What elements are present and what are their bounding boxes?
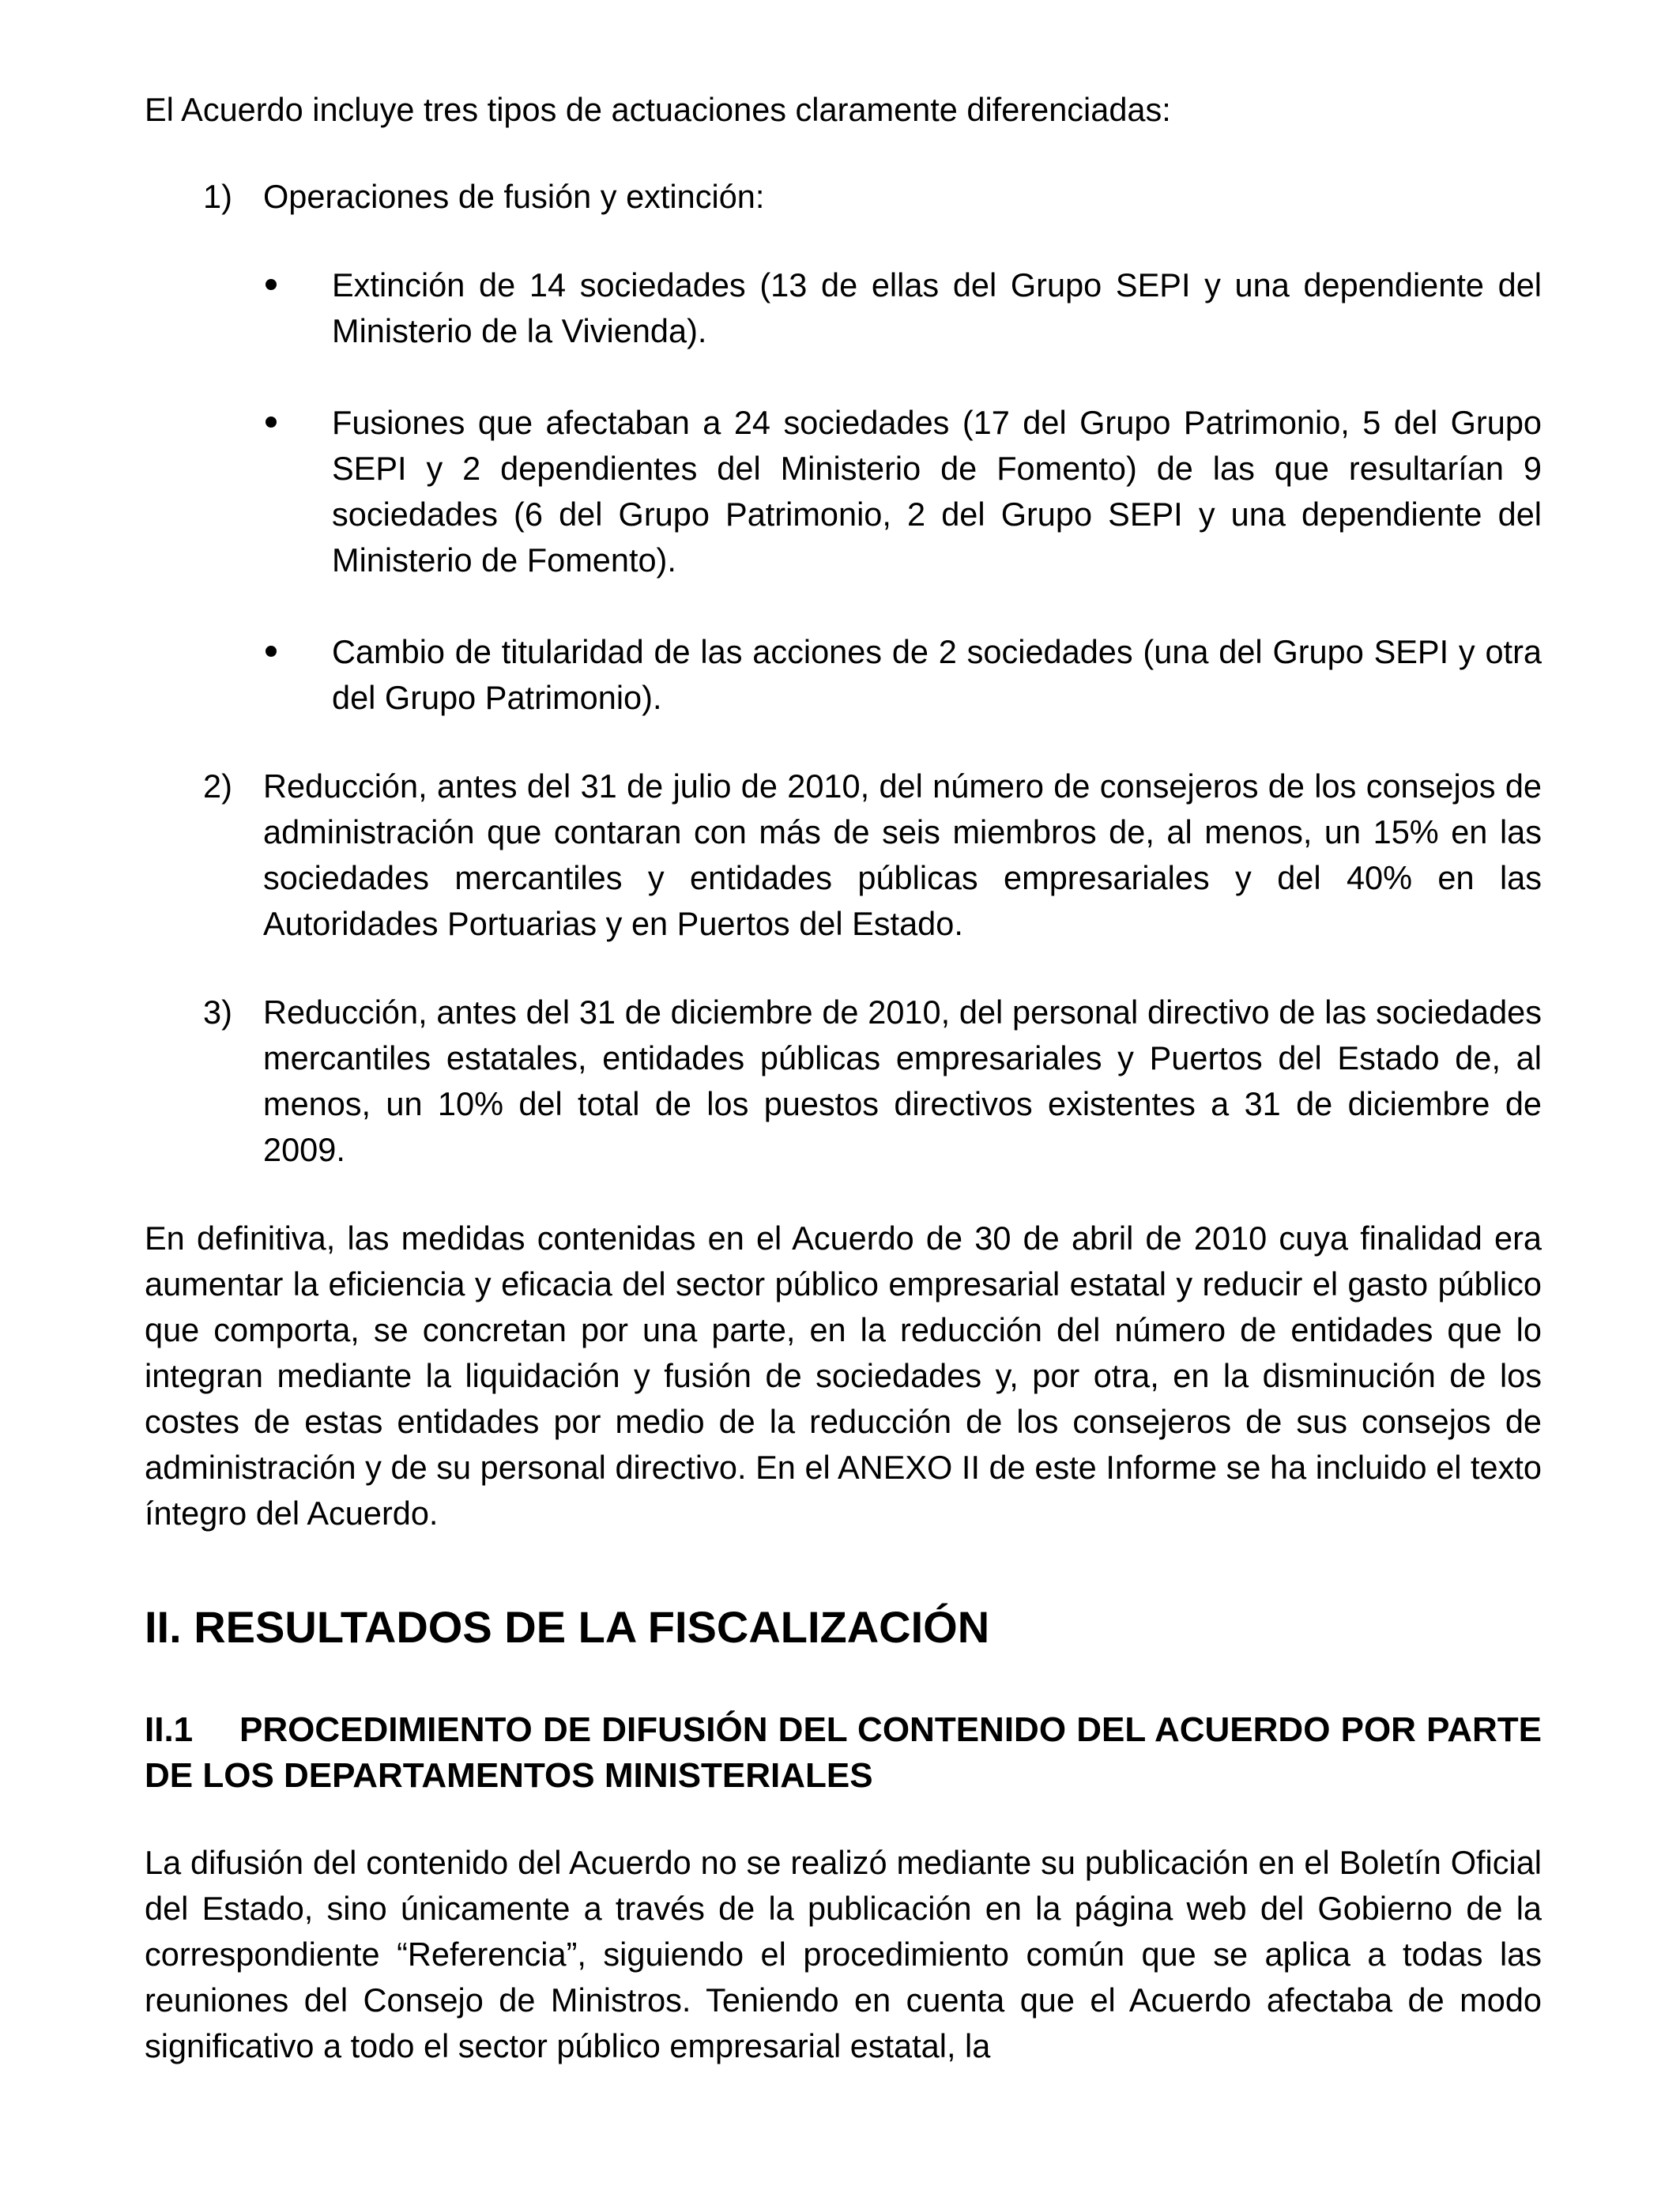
bullet-icon [266, 646, 277, 657]
bullet-list [145, 262, 1542, 721]
subsection-number: II.1 [145, 1710, 194, 1749]
section-heading: II. RESULTADOS DE LA FISCALIZACIÓN [145, 1602, 990, 1652]
conclusion-paragraph: En definitiva, las medidas contenidas en el Acuerdo de 30 de abril de 2010 cuya finalidad era aumentar la eficiencia y eficacia del sector público empresarial estatal y reducir el gasto público que comporta, se concretan por una parte, en la reducción del número de entidades que lo integran mediante la liquidación y fusión de sociedades y, por otra, en la disminución de los costes de estas entidades por medio de la reducción de los consejeros de sus consejos de administración y de su personal directivo. En el ANEXO II de este Informe se ha incluido el texto íntegro del Acuerdo. [145, 1220, 1542, 1532]
bullet-item [145, 629, 1542, 721]
bullet-text: Fusiones que afectaban a 24 sociedades (17 del Grupo Patrimonio, 5 del Grupo SEPI y 2 dependientes del Ministerio de Fomento) de las que resultarían 9 sociedades (6 del Grupo Patrimonio, 2 del Grupo SEPI y una dependiente del Ministerio de Fomento). [332, 404, 1542, 579]
list-marker: 2) [203, 767, 232, 805]
list-item-text: Reducción, antes del 31 de julio de 2010, del número de consejeros de los consejos de administración que contaran con más de seis miembros de, al menos, un 15% en las sociedades mercantiles y entidades públicas empresariales y del 40% en las Autoridades Portuarias y en Puertos del Estado. [263, 767, 1542, 942]
numbered-list [145, 174, 1542, 1173]
bullet-text: Extinción de 14 sociedades (13 de ellas del Grupo SEPI y una dependiente del Ministerio de la Vivienda). [332, 266, 1542, 349]
list-item-3 [145, 990, 1542, 1173]
list-item-1 [145, 174, 1542, 721]
intro-paragraph: El Acuerdo incluye tres tipos de actuaciones claramente diferenciadas: [145, 91, 1171, 128]
list-item-text: Reducción, antes del 31 de diciembre de 2010, del personal directivo de las sociedades mercantiles estatales, entidades públicas empresariales y Puertos del Estado de, al menos, un 10% del total de los puestos directivos existentes a 31 de diciembre de 2009. [263, 993, 1542, 1168]
bullet-icon [266, 279, 277, 290]
body-paragraph: La difusión del contenido del Acuerdo no se realizó mediante su publicación en el Boletín Oficial del Estado, sino únicamente a través de la publicación en la página web del Gobierno de la correspondiente “Referencia”, siguiendo el procedimiento común que se aplica a todas las reuniones del Consejo de Ministros. Teniendo en cuenta que el Acuerdo afectaba de modo significativo a todo el sector público empresarial estatal, la [145, 1844, 1542, 2064]
list-item-text: Operaciones de fusión y extinción: [263, 178, 765, 215]
bullet-text: Cambio de titularidad de las acciones de 2 sociedades (una del Grupo SEPI y otra del Grupo Patrimonio). [332, 633, 1542, 716]
document-page [145, 87, 1542, 2069]
list-item-2 [145, 763, 1542, 947]
list-marker: 3) [203, 993, 232, 1031]
bullet-icon [266, 417, 277, 428]
subsection-title: PROCEDIMIENTO DE DIFUSIÓN DEL CONTENIDO DEL ACUERDO POR PARTE DE LOS DEPARTAMENTOS MINISTERIALES [145, 1710, 1542, 1795]
bullet-item [145, 400, 1542, 583]
subsection-heading [145, 1707, 1542, 1799]
bullet-item [145, 262, 1542, 354]
list-marker: 1) [203, 178, 232, 215]
